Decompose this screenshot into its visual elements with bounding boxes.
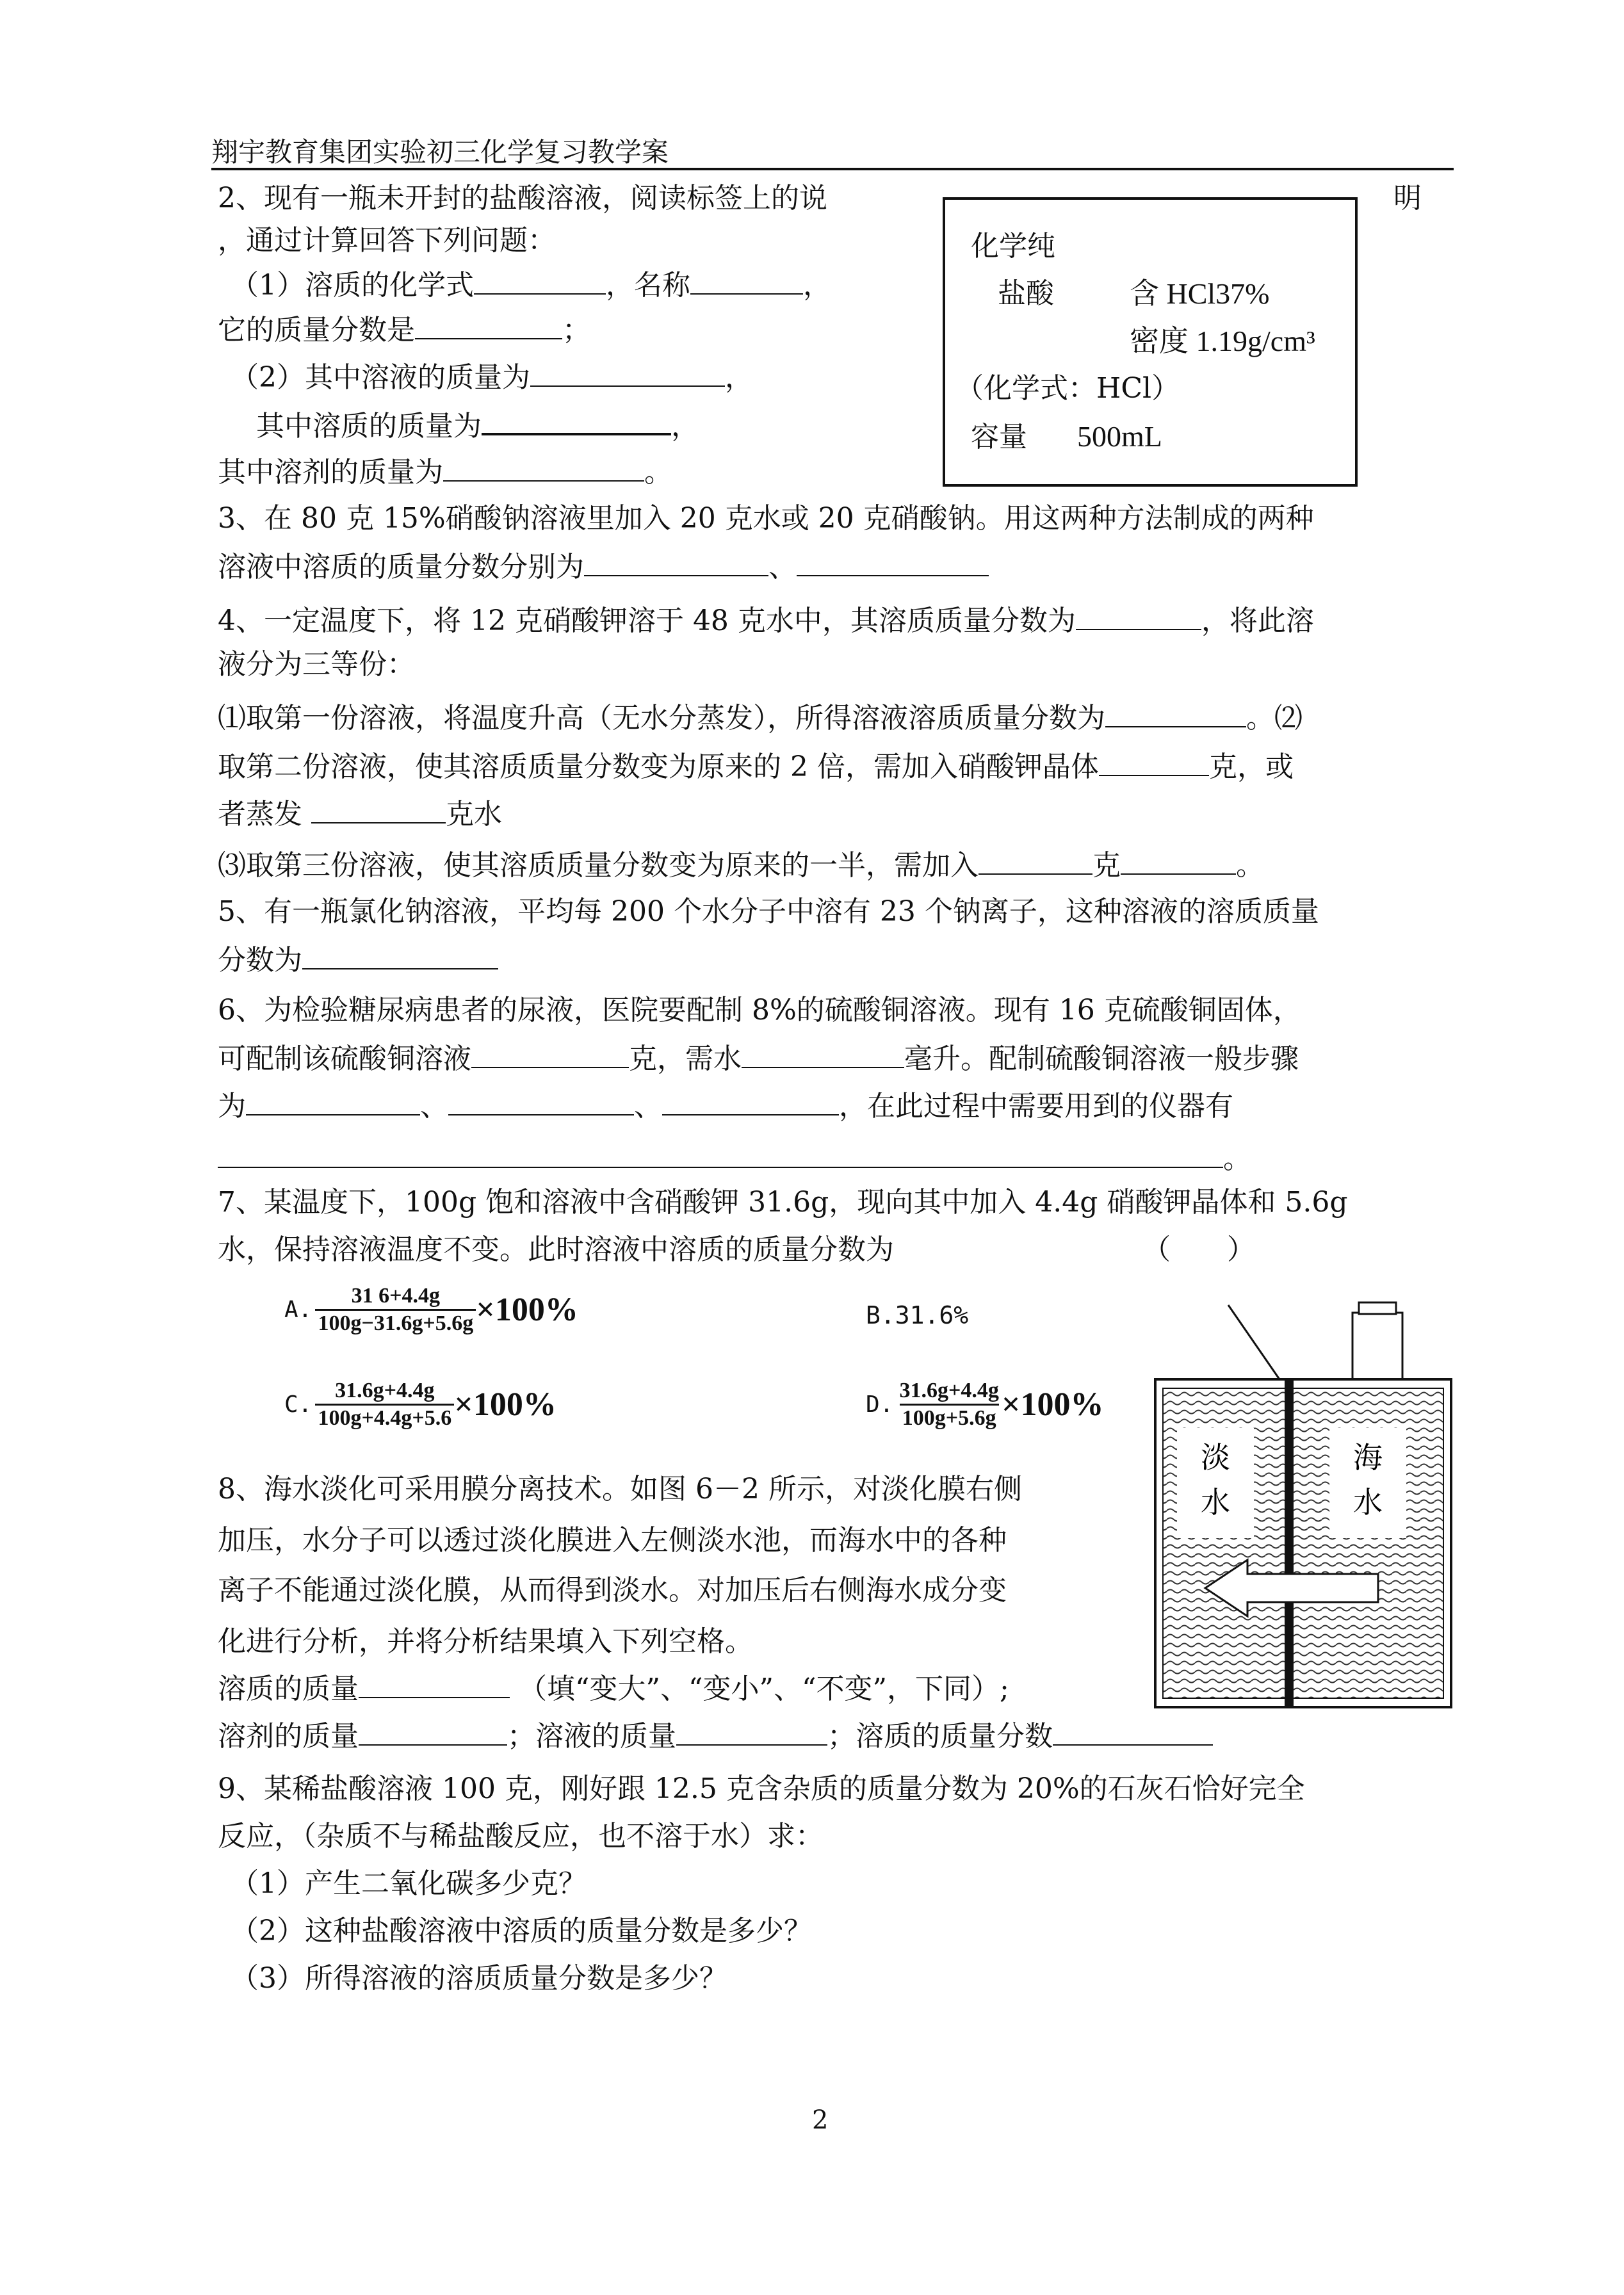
q8-line-4: 化进行分析，并将分析结果填入下列空格。 [218, 1625, 753, 1658]
label-name: 盐酸 [998, 277, 1054, 310]
q4-l6-text-b: 克 [1092, 849, 1121, 882]
q6-line-3 [218, 1089, 1233, 1123]
q2-solute-mass-blank[interactable] [482, 407, 671, 435]
q8-line-2: 加压，水分子可以透过淡化膜进入左侧淡水池，而海水中的各种 [218, 1524, 1007, 1557]
q8-l6-text-c: ；溶质的质量分数 [827, 1720, 1053, 1753]
page-number: 2 [812, 2105, 829, 2135]
q7-option-c-label: C. [284, 1391, 313, 1418]
q7-line-1: 7、某温度下，100g 饱和溶液中含硝酸钾 31.6g，现向其中加入 4.4g 硝酸钾晶体和 5.6g [218, 1186, 1348, 1219]
q6-step-3-blank[interactable] [662, 1089, 839, 1115]
q5-answer-blank[interactable] [302, 943, 498, 969]
q7-option-c[interactable] [284, 1378, 556, 1431]
q7-option-b[interactable]: B.31.6% [866, 1301, 969, 1329]
q8-l6-text: 溶剂的质量 [218, 1720, 359, 1753]
q4-line-2: 液分为三等份： [218, 648, 415, 681]
q6-water-volume-blank[interactable] [742, 1041, 904, 1068]
membrane [1285, 1379, 1294, 1707]
piston-cap [1359, 1302, 1396, 1314]
q4-l6-text: ⑶取第三份溶液，使其溶质质量分数变为原来的一半，需加入 [218, 849, 978, 882]
q3-line-1: 3、在 80 克 15%硝酸钠溶液里加入 20 克水或 20 克硝酸钠。用这两种方法制成的两种 [218, 502, 1314, 535]
q4-line-1 [218, 603, 1314, 638]
q8-l5-text: 溶质的质量 [218, 1673, 359, 1705]
q7-option-a-label: A. [284, 1297, 313, 1323]
q4-part2-water-blank[interactable] [311, 797, 446, 823]
q2-l4-text: 它的质量分数是 [218, 314, 415, 346]
q3-l2-text: 溶液中溶质的质量分数分别为 [218, 551, 584, 583]
q6-solution-mass-blank[interactable] [471, 1041, 629, 1068]
q4-l3-text-b: 。⑵ [1246, 702, 1303, 734]
q9-line-5: （3）所得溶液的溶质质量分数是多少？ [231, 1962, 727, 1995]
q2-line-2: ，通过计算回答下列问题： [218, 224, 556, 257]
q7-option-a-fraction [315, 1283, 476, 1336]
q6-l2-text: 可配制该硫酸铜溶液 [218, 1042, 471, 1075]
q7-option-d-fraction [897, 1378, 1001, 1431]
q2-l7-text: 其中溶剂的质量为 [218, 456, 443, 489]
q8-solution-mass-blank[interactable] [676, 1719, 827, 1746]
q6-line-4 [218, 1141, 1251, 1176]
q2-solution-mass-blank[interactable] [530, 360, 725, 387]
q2-line-1: 2、现有一瓶未开封的盐酸溶液，阅读标签上的说 [218, 182, 827, 215]
label-density: 密度 1.19g/cm³ [1130, 325, 1315, 357]
header-rule [211, 168, 1454, 170]
sea-water-label-2: 水 [1353, 1485, 1383, 1520]
q6-l3-text: 为 [218, 1090, 246, 1123]
q7-option-c-times: ×100% [454, 1386, 556, 1423]
q4-part2-crystal-blank[interactable] [1099, 749, 1209, 776]
q4-part3-amount-blank[interactable] [978, 848, 1092, 875]
q3-l2-sep: 、 [768, 551, 797, 583]
q8-mass-fraction-blank[interactable] [1053, 1719, 1213, 1746]
q4-line-3 [218, 701, 1303, 735]
label-volume-label: 容量 [971, 421, 1027, 453]
q4-part3-substance-blank[interactable] [1121, 848, 1236, 875]
q4-l4-text-b: 克，或 [1208, 750, 1294, 783]
q2-l6-text-b: ， [671, 410, 699, 442]
q8-solute-mass-blank[interactable] [359, 1671, 510, 1698]
q2-solvent-mass-blank[interactable] [443, 455, 644, 482]
fresh-water-label-2: 水 [1201, 1485, 1230, 1520]
q8-l6-text-b: ；溶液的质量 [507, 1720, 676, 1753]
q4-l6-text-c: 。 [1236, 849, 1264, 882]
page-header-title: 翔宇教育集团实验初三化学复习教学案 [211, 136, 669, 168]
q7-answer-paren[interactable]: （ ） [1142, 1233, 1255, 1266]
q7-option-d-label: D. [866, 1391, 894, 1418]
q4-l5-text-b: 克水 [446, 798, 502, 831]
q9-line-4: （2）这种盐酸溶液中溶质的质量分数是多少？ [231, 1915, 812, 1947]
q2-l3-text: （1）溶质的化学式 [231, 269, 474, 302]
q2-l3-text-c: ， [803, 269, 831, 302]
q2-l6-text: 其中溶质的质量为 [256, 410, 482, 442]
q7-option-c-numerator: 31.6g+4.4g [335, 1379, 435, 1402]
q2-l5-text: （2）其中溶液的质量为 [231, 361, 530, 394]
q2-line-1-end: 明 [1393, 182, 1422, 215]
q3-answer-2-blank[interactable] [797, 549, 989, 576]
q5-l2-text: 分数为 [218, 944, 302, 977]
q2-l5-text-b: ， [725, 361, 753, 394]
q4-line-4 [218, 749, 1294, 784]
q4-l1-text-b: ，将此溶 [1201, 604, 1314, 637]
q7-option-a-denominator: 100g−31.6g+5.6g [315, 1309, 476, 1336]
q4-fraction-blank[interactable] [1076, 603, 1201, 630]
label-volume [971, 414, 1162, 455]
q7-option-d-times: ×100% [1001, 1386, 1104, 1423]
q9-line-3: （1）产生二氧化碳多少克？ [231, 1867, 587, 1900]
q6-l3-sep2: 、 [634, 1090, 662, 1123]
q7-option-a-numerator: 31 6+4.4g [351, 1284, 441, 1308]
q8-line-1: 8、海水淡化可采用膜分离技术。如图 6－2 所示，对淡化膜右侧 [218, 1473, 1022, 1505]
q2-line-6 [256, 407, 699, 443]
q4-l4-text: 取第二份溶液，使其溶质质量分数变为原来的 2 倍，需加入硝酸钾晶体 [218, 750, 1099, 783]
q9-line-2: 反应，（杂质不与稀盐酸反应，也不溶于水）求： [218, 1820, 824, 1853]
q5-line-2 [218, 943, 498, 977]
q6-l2-text-b: 克，需水 [629, 1042, 742, 1075]
q2-mass-fraction-blank[interactable] [415, 312, 562, 339]
q7-option-d-numerator: 31.6g+4.4g [899, 1379, 999, 1402]
q7-option-a-times: ×100% [476, 1292, 578, 1328]
q8-line-6 [218, 1719, 1213, 1753]
q2-l7-text-b: 。 [644, 456, 672, 489]
q2-formula-blank[interactable] [474, 268, 606, 295]
q6-step-1-blank[interactable] [246, 1089, 420, 1115]
q8-l5-text-b: （填“变大”、“变小”、“不变”，下同）; [519, 1673, 1009, 1705]
q2-line-7 [218, 455, 672, 489]
q8-solvent-mass-blank[interactable] [359, 1719, 507, 1746]
q8-line-5 [218, 1671, 1009, 1706]
q2-line-5 [231, 360, 753, 394]
q2-line-4 [218, 312, 590, 347]
q6-instruments-blank[interactable] [218, 1141, 1223, 1168]
label-formula: （化学式：HCl） [955, 372, 1180, 405]
q4-l3-text: ⑴取第一份溶液，将温度升高（无水分蒸发），所得溶液溶质质量分数为 [218, 702, 1105, 734]
pointer-line [1228, 1305, 1279, 1379]
q2-l4-text-b: ； [562, 314, 590, 346]
q7-option-c-fraction [315, 1378, 454, 1431]
q6-l4-end: 。 [1223, 1142, 1251, 1175]
desalination-diagram [1153, 1300, 1454, 1710]
q7-option-d[interactable] [866, 1378, 1103, 1431]
q3-line-2 [218, 549, 989, 584]
piston [1352, 1313, 1402, 1379]
label-volume-value: 500mL [1077, 420, 1162, 453]
q6-step-2-blank[interactable] [448, 1089, 634, 1115]
fresh-water-label-1: 淡 [1201, 1440, 1230, 1475]
q5-line-1: 5、有一瓶氯化钠溶液，平均每 200 个水分子中溶有 23 个钠离子，这种溶液的溶质质量 [218, 895, 1319, 928]
q4-line-5 [218, 797, 502, 831]
q4-part1-blank[interactable] [1105, 701, 1246, 727]
q6-l2-text-c: 毫升。配制硫酸铜溶液一般步骤 [904, 1042, 1299, 1075]
label-grade: 化学纯 [971, 230, 1055, 263]
q4-l5-text: 者蒸发 [218, 798, 302, 831]
sea-water-label-1: 海 [1353, 1440, 1383, 1475]
q4-line-6 [218, 848, 1264, 882]
q2-l3-text-b: ，名称 [606, 269, 690, 302]
q6-line-1: 6、为检验糖尿病患者的尿液，医院要配制 8%的硫酸铜溶液。现有 16 克硫酸铜固体， [218, 994, 1301, 1026]
q4-l1-text: 4、一定温度下，将 12 克硝酸钾溶于 48 克水中，其溶质质量分数为 [218, 604, 1076, 637]
q3-answer-1-blank[interactable] [584, 549, 768, 576]
q7-option-a[interactable] [284, 1283, 578, 1336]
q2-name-blank[interactable] [690, 268, 803, 295]
q9-line-1: 9、某稀盐酸溶液 100 克，刚好跟 12.5 克含杂质的质量分数为 20%的石灰石恰好完全 [218, 1772, 1305, 1805]
q6-l3-sep1: 、 [420, 1090, 448, 1123]
label-content: 含 HCl37% [1130, 277, 1270, 310]
q2-line-3 [231, 268, 831, 302]
q7-option-d-denominator: 100g+5.6g [900, 1404, 999, 1431]
q8-line-3: 离子不能通过淡化膜，从而得到淡水。对加压后右侧海水成分变 [218, 1574, 1007, 1607]
q7-line-2: 水，保持溶液温度不变。此时溶液中溶质的质量分数为 [218, 1233, 894, 1266]
reagent-label-box [943, 197, 1358, 487]
q6-line-2 [218, 1041, 1299, 1076]
q6-l3-text-d: ，在此过程中需要用到的仪器有 [839, 1090, 1233, 1123]
q7-option-c-denominator: 100g+4.4g+5.6 [315, 1404, 454, 1431]
